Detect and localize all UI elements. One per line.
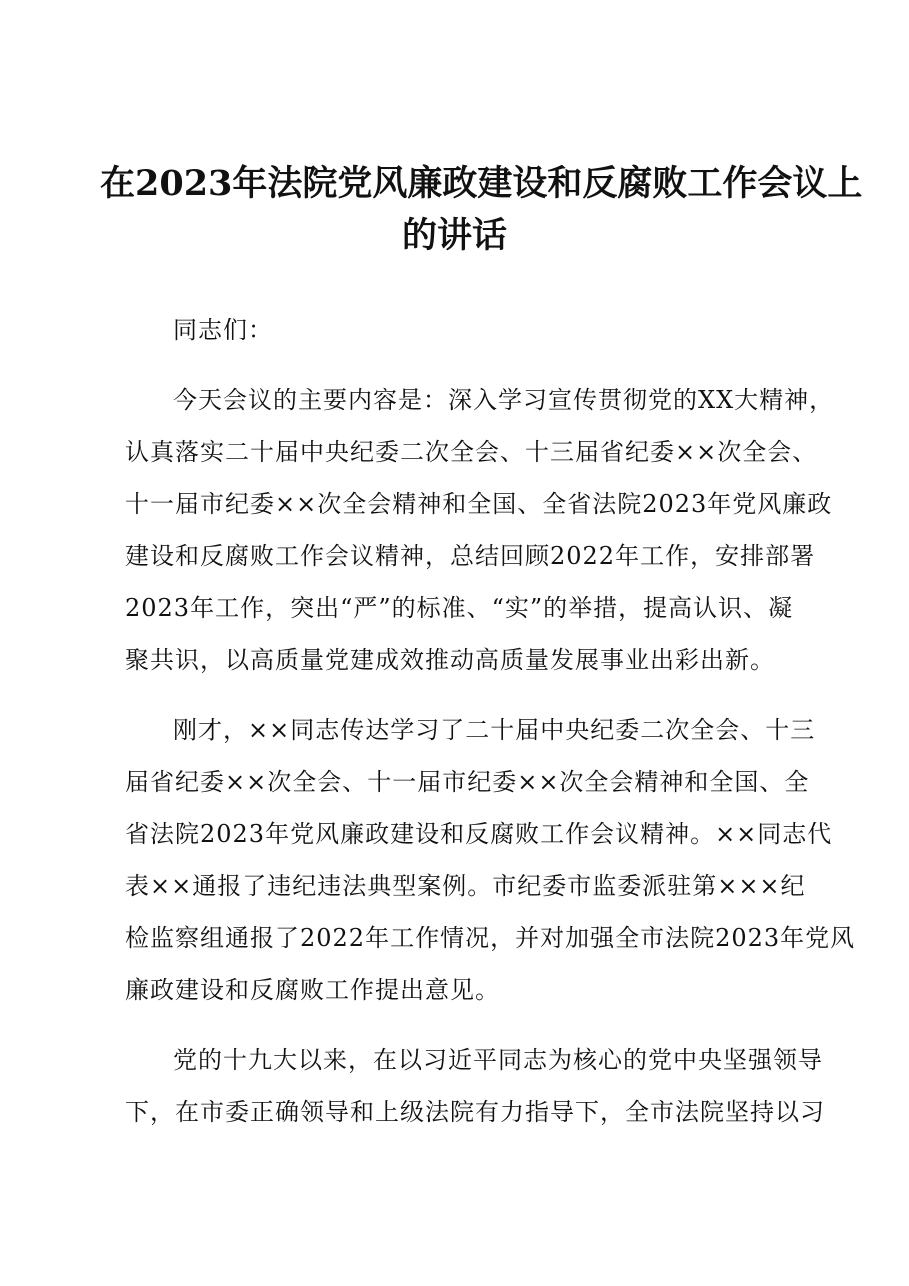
greeting: 同志们： xyxy=(173,316,273,344)
document-title xyxy=(100,158,863,262)
paragraph-line: 认真落实二十届中央纪委二次全会、十三届省纪委××次全会、 xyxy=(125,438,818,466)
paragraph-line: 聚共识，以高质量党建成效推动高质量发展事业出彩出新。 xyxy=(125,646,775,674)
document-body xyxy=(125,304,856,1138)
paragraph-line: 下，在市委正确领导和上级法院有力指导下，全市法院坚持以习 xyxy=(125,1098,825,1126)
title-line-2: 的讲话 xyxy=(401,215,507,256)
paragraph-spacer xyxy=(125,356,805,374)
paragraph-line: 建设和反腐败工作会议精神，总结回顾2022年工作，安排部署 xyxy=(125,542,816,570)
paragraph-line: 2023年工作，突出“严”的标准、“实”的举措，提高认识、凝 xyxy=(125,594,794,622)
paragraph-line: 十一届市纪委××次全会精神和全国、全省法院2023年党风廉政 xyxy=(125,490,833,518)
paragraph-line: 廉政建设和反腐败工作提出意见。 xyxy=(125,976,500,1004)
paragraph-line: 省法院2023年党风廉政建设和反腐败工作会议精神。××同志代 xyxy=(125,820,833,848)
paragraph-line: 今天会议的主要内容是：深入学习宣传贯彻党的XX大精神， xyxy=(173,386,835,414)
paragraph-line: 刚才，××同志传达学习了二十届中央纪委二次全会、十三 xyxy=(173,716,816,744)
paragraph-spacer xyxy=(125,1016,805,1034)
paragraph-spacer xyxy=(125,686,805,704)
title-line-1: 在2023年法院党风廉政建设和反腐败工作会议上 xyxy=(100,163,863,204)
paragraph-line: 届省纪委××次全会、十一届市纪委××次全会精神和全国、全 xyxy=(125,768,810,796)
paragraph-1 xyxy=(125,374,835,686)
paragraph-2 xyxy=(125,704,856,1016)
paragraph-line: 党的十九大以来，在以习近平同志为核心的党中央坚强领导 xyxy=(173,1046,823,1074)
paragraph-line: 检监察组通报了2022年工作情况，并对加强全市法院2023年党风 xyxy=(125,924,856,952)
paragraph-3 xyxy=(125,1034,825,1138)
paragraph-line: 表××通报了违纪违法典型案例。市纪委市监委派驻第×××纪 xyxy=(125,872,806,900)
